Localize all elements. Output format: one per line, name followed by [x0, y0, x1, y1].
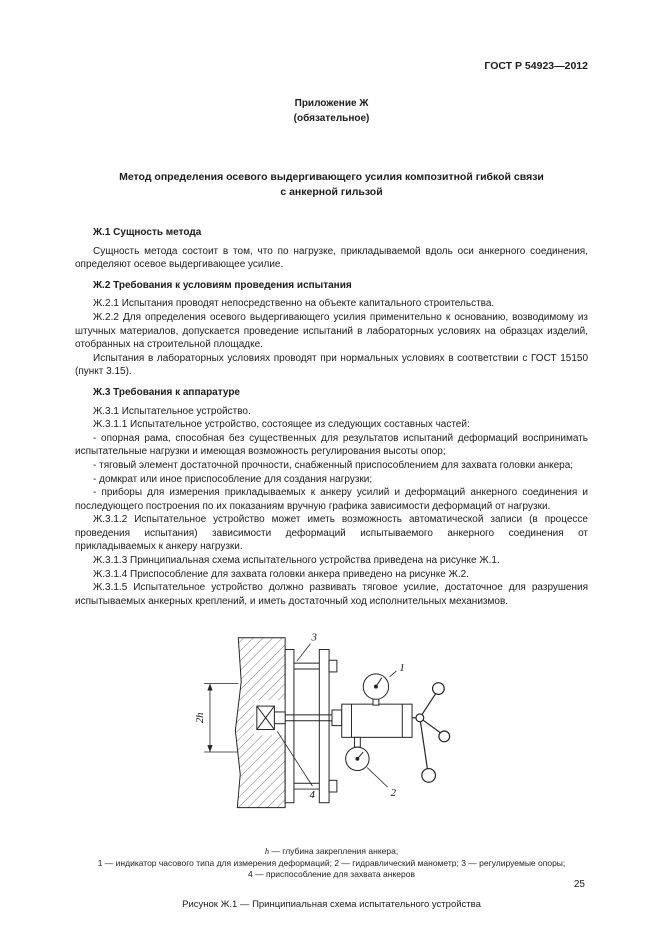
- annex-kind: (обязательное): [293, 113, 370, 124]
- paragraph: Ж.2.2 Для определения осевого выдергивающего усилия применительно к основанию, возводимому из штучных материалов, допускается проведение испытаний в лабораторных условиях на образцах изделий, отобранных на строительной площадке.: [75, 311, 588, 351]
- doc-number: ГОСТ Р 54923—2012: [484, 60, 588, 72]
- list-item: - тяговый элемент достаточной прочности, снабженный приспособлением для захвата головки анкера;: [93, 459, 574, 471]
- svg-text:2h: 2h: [193, 712, 206, 724]
- legend-h-rest: — глубина закрепления анкера;: [269, 846, 399, 857]
- page-title: [75, 170, 588, 200]
- paragraph: Ж.3.1.3 Принципиальная схема испытательного устройства приведена на рисунке Ж.1.: [93, 555, 500, 567]
- callout-3: [296, 632, 316, 662]
- manometer-gauge: [345, 738, 396, 800]
- paragraph: Ж.3.1.4 Приспособление для захвата головки анкера приведено на рисунке Ж.2.: [93, 568, 469, 580]
- annex-letter: Приложение Ж: [294, 98, 369, 109]
- page-title-line1: Метод определения осевого выдергивающего усилия композитной гибкой связи: [119, 171, 544, 183]
- paragraph: Сущность метода состоит в том, что по нагрузке, прикладываемой вдоль оси анкерного соединения, определяют осевое выдергивающее усилие.: [75, 245, 588, 271]
- page-number: 25: [573, 879, 585, 890]
- legend-line3: 4 — приспособление для захвата анкеров: [248, 869, 415, 880]
- annex-heading: [75, 96, 588, 126]
- legend-line2: 1 — индикатор часового типа для измерения деформаций; 2 — гидравлический манометр; 3 — регулируемые опоры;: [97, 857, 566, 868]
- paragraph: Ж.3.1.5 Испытательное устройство должно развивать тяговое усилие, достаточное для разрушения испытываемых анкерных креплений, и иметь достаточный ход исполнительных механизмов.: [75, 582, 588, 607]
- handle: [412, 683, 450, 783]
- dimension-2h: [194, 684, 238, 752]
- legend-h-term: h: [264, 846, 270, 857]
- jack-body: [341, 705, 411, 738]
- section-heading: Ж.2 Требования к условиям проведения испытания: [93, 279, 352, 291]
- list-item: - приборы для измерения прикладываемых к анкеру усилий и деформаций анкерного соединения и последующего построения по их показаниям вручную графика зависимости деформаций от нагрузки.: [75, 487, 588, 512]
- figure-caption: Рисунок Ж.1 — Принципиальная схема испытательного устройства: [182, 898, 481, 910]
- page-title-line2: с анкерной гильзой: [280, 186, 383, 198]
- list-item: - опорная рама, способная без существенных для результатов испытаний деформаций воспринимать испытательные нагрузки и имеющая возможность регулирования высоты опор;: [75, 432, 588, 458]
- figure: [75, 628, 588, 838]
- paragraph: Ж.3.1.1 Испытательное устройство, состоящее из следующих составных частей:: [93, 419, 470, 431]
- support-frame: [285, 650, 337, 803]
- svg-text:4: 4: [309, 789, 315, 802]
- body-text: [75, 226, 588, 608]
- section-heading: Ж.1 Сущность метода: [93, 227, 202, 238]
- paragraph: Ж.3.1 Испытательное устройство.: [93, 405, 251, 417]
- paragraph: Ж.3.1.2 Испытательное устройство может иметь возможность автоматической записи (в процессе проведения испытания) зависимости деформаций испытываемого анкерного соединения от прикладываемых к анкеру нагрузки.: [75, 514, 588, 553]
- figure-legend: [75, 846, 588, 881]
- paragraph: Ж.2.1 Испытания проводят непосредственно на объекте капитального строительства.: [93, 298, 495, 310]
- svg-text:1: 1: [398, 662, 405, 675]
- figure-diagram: [192, 628, 472, 833]
- svg-text:3: 3: [311, 632, 317, 645]
- legend-line1: [75, 846, 588, 858]
- section-heading: Ж.3 Требования к аппаратуре: [93, 386, 240, 398]
- list-item: - домкрат или иное приспособление для создания нагрузки;: [93, 473, 373, 485]
- dial-indicator-gauge: [363, 662, 404, 705]
- paragraph: Испытания в лабораторных условиях проводят при нормальных условиях в соответствии с ГОСТ 15150 (пункт 3.15).: [75, 352, 588, 378]
- svg-text:2: 2: [390, 787, 396, 800]
